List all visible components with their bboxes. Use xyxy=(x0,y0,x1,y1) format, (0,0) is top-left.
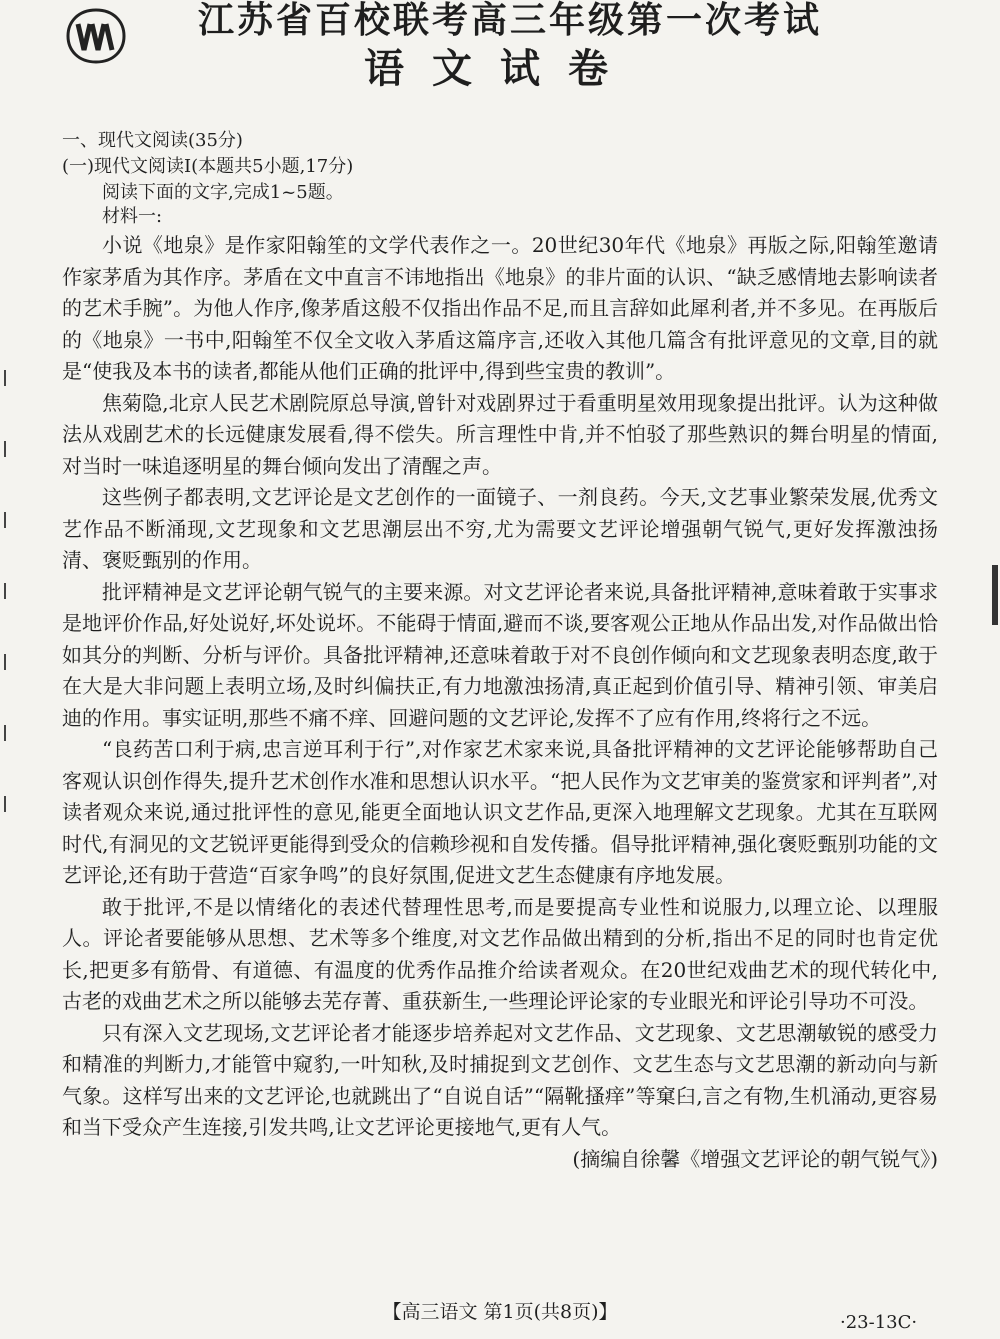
binding-margin xyxy=(0,370,18,890)
article-paragraph: 敢于批评,不是以情绪化的表述代替理性思考,而是要提高专业性和说服力,以理立论、以理服人。评论者要能够从思想、艺术等多个维度,对文艺作品做出精到的分析,指出不足的同时也肯定优长,把更多有筋骨、有道德、有温度的优秀作品推介给读者观众。在20世纪戏曲艺术的现代转化中,古老的戏曲艺术之所以能够去芜存菁、重获新生,一些理论评论家的专业眼光和评论引导功不可没。 xyxy=(62,894,938,1013)
article-source: (摘编自徐馨《增强文艺评论的朝气锐气》) xyxy=(572,1146,938,1171)
article-paragraph: 焦菊隐,北京人民艺术剧院原总导演,曾针对戏剧界过于看重明星效用现象提出批评。认为这种做法从戏剧艺术的长远健康发展看,得不偿失。所言理性中肯,并不怕驳了那些熟识的舞台明星的情面,对当时一味追逐明星的舞台倾向发出了清醒之声。 xyxy=(62,390,938,478)
article-paragraph: 只有深入文艺现场,文艺评论者才能逐步培养起对文艺作品、文艺现象、文艺思潮敏锐的感受力和精准的判断力,才能管中窥豹,一叶知秋,及时捕捉到文艺创作、文艺生态与文艺思潮的新动向与新气象。这样写出来的文艺评论,也就跳出了“自说自话”“隔靴搔痒”等窠臼,言之有物,生机涌动,更容易和当下受众产生连接,引发共鸣,让文艺评论更接地气,更有人气。 xyxy=(62,1020,938,1139)
article-paragraph: “良药苦口利于病,忠言逆耳利于行”,对作家艺术家来说,具备批评精神的文艺评论能够帮助自己客观认识创作得失,提升艺术创作水准和思想认识水平。“把人民作为文艺审美的鉴赏家和评判者”,对读者观众来说,通过批评性的意见,能更全面地认识文艺作品,更深入地理解文艺现象。尤其在互联网时代,有洞见的文艺锐评更能得到受众的信赖珍视和自发传播。倡导批评精神,强化褒贬甄别功能的文艺评论,还有助于营造“百家争鸣”的良好氛围,促进文艺生态健康有序地发展。 xyxy=(62,737,938,887)
reading-instruction: 阅读下面的文字,完成1~5题。 xyxy=(102,182,344,203)
article-paragraph: 这些例子都表明,文艺评论是文艺创作的一面镜子、一剂良药。今天,文艺事业繁荣发展,优秀文艺作品不断涌现,文艺现象和文艺思潮层出不穷,尤为需要文艺评论增强朝气锐气,更好发挥激浊扬清、褒贬甄别的作用。 xyxy=(62,485,938,572)
article-body xyxy=(62,230,938,1175)
article-paragraph: 小说《地泉》是作家阳翰笙的文学代表作之一。20世纪30年代《地泉》再版之际,阳翰笙邀请作家茅盾为其作序。茅盾在文中直言不讳地指出《地泉》的非片面的认识、“缺乏感情地去影响读者的艺术手腕”。为他人作序,像茅盾这般不仅指出作品不足,而且言辞如此犀利者,并不多见。在再版后的《地泉》一书中,阳翰笙不仅全文收入茅盾这篇序言,还收入其他几篇含有批评意见的文章,目的就是“使我及本书的读者,都能从他们正确的批评中,得到些宝贵的教训”。 xyxy=(62,233,938,383)
page-footer: 【高三语文 第1页(共8页)】 xyxy=(382,1301,618,1323)
subsection-heading: (一)现代文阅读Ⅰ(本题共5小题,17分) xyxy=(62,156,354,177)
page-code: ·23-13C· xyxy=(840,1312,918,1333)
material-label: 材料一: xyxy=(102,206,163,227)
scan-edge-mark xyxy=(992,565,998,625)
exam-subtitle: 语文试卷 xyxy=(364,45,636,92)
article-paragraph: 批评精神是文艺评论朝气锐气的主要来源。对文艺评论者来说,具备批评精神,意味着敢于实事求是地评价作品,好处说好,坏处说坏。不能碍于情面,避而不谈,要客观公正地从作品出发,对作品做出恰如其分的判断、分析与评价。具备批评精神,还意味着敢于对不良创作倾向和文艺现象表明态度,敢于在大是大非问题上表明立场,及时纠偏扶正,有力地激浊扬清,真正起到价值引导、精神引领、审美启迪的作用。事实证明,那些不痛不痒、回避问题的文艺评论,发挥不了应有作用,终将行之不远。 xyxy=(62,579,938,730)
section-heading: 一、现代文阅读(35分) xyxy=(62,130,243,151)
exam-title: 江苏省百校联考高三年级第一次考试 xyxy=(197,0,822,41)
